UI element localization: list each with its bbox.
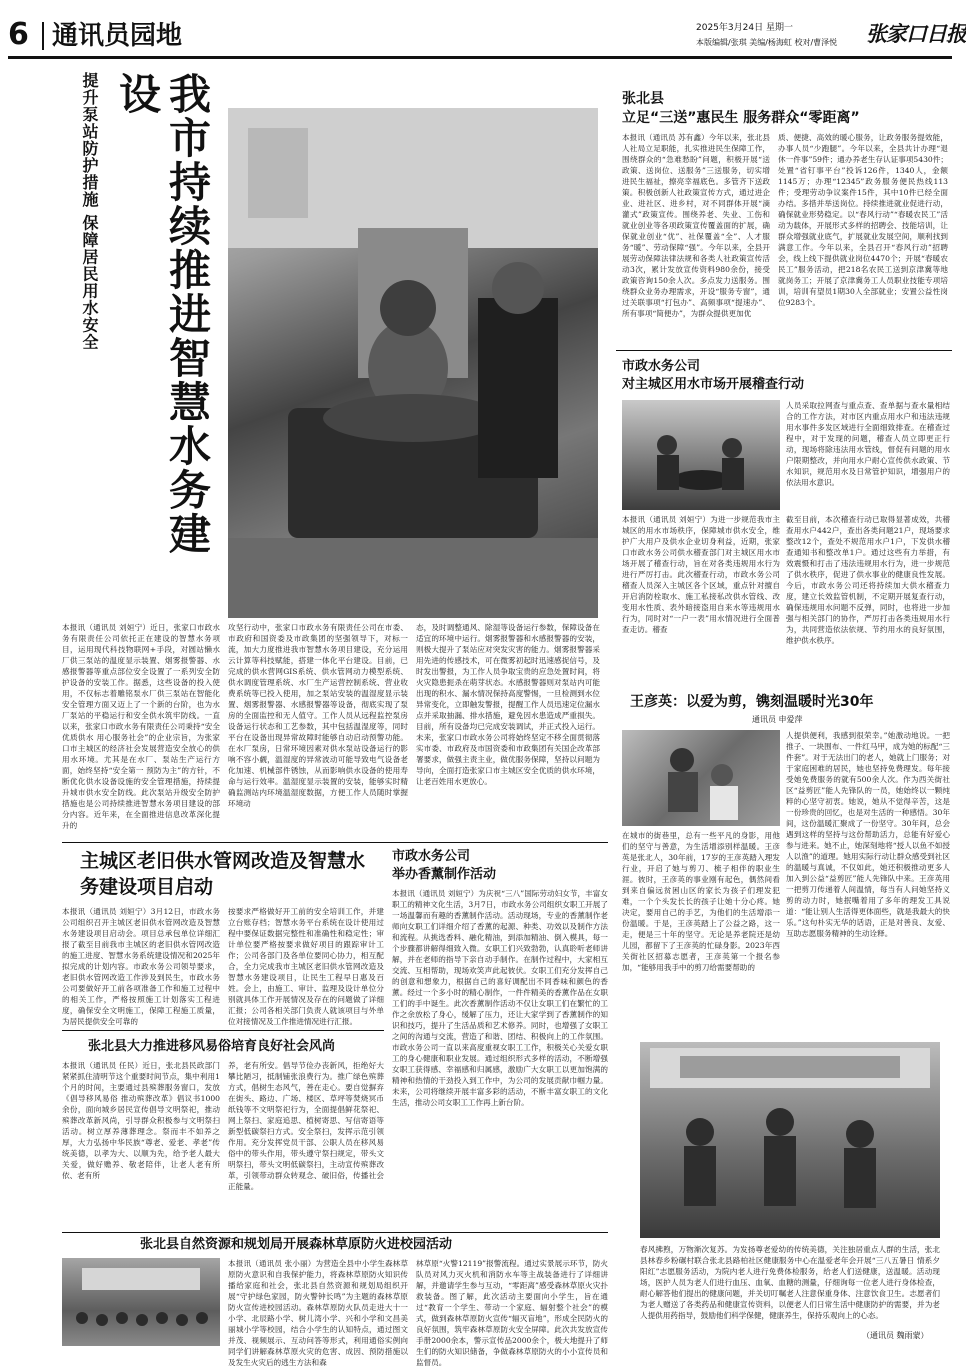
fire-body-col1: 本报讯（通讯员 张小丽）为营造全县中小学生森林草原防火意识和自我保护能力，将森林草原防火知识传播给家庭和社会，张北县自然资源和规划局组织开展“守护绿色家园，防火警钟长鸣”为主题的森林草原防火宣传进校园活动。森林草原防火队员走进大十一小学、北辰路小学、树儿湾小学、兴和小学和文昌美丽城小学等校园，结合小学生的认知特点，通过图文并茂、视频展示、互动问答等形式，利用通俗实例向同学们讲解森林草原火灾的危害、成因、预防措施以及发生火灾后的逃生方法和森 — [228, 1259, 408, 1367]
divider-customs-top — [62, 1030, 384, 1031]
pipeline-body-col2: 按要求严格做好开工前的安全培训工作，并建立台账存档；智慧水务平台系统在设计使用过程中要保证数据完整性和准确性和稳定性；审计单位要严格按要求做好项目的跟踪审计工作；公司各部门及各单位要同心协力，相互配合，全力完成我市主城区老旧供水管网改造及智慧水务建设项目，让民生工程早日惠及百姓。会上，由施工、审计、监理及设计单位分别就具体工作开展情况及存在的问题做了详细汇报；公司各相关部门负责人就该项目与外单位对接情况及工作推进情况进行汇报。 — [228, 907, 384, 1026]
zhangbei-body-col1: 本报讯（通讯员 苏有鑫）今年以来，张北县人社局立足职能，扎实推进民生保障工作，围绕群众的“急难愁盼”问题，积极开展“送政策、送岗位、送服务”三送服务，切实增进民生福祉，擦亮幸福底色。多管齐下送政策。积极创新人社政策宣传方式，通过进企业、进社区、进乡村，对不同群体开展“滴灌式”政策宣传。围绕养老、失业、工伤和就业创业等各项政策宣传覆盖面的扩展，确保就业创业“优”、社保覆盖“全”、人才服务“暖”、劳动保障“强”。今年以来，全县开展劳动保障法律法规和各类人社政策宣传活动3次，累计发放宣传资料980余份，接受政策咨询150余人次。多点发力送服务。围绕群众业务办理需求，开设“服务专窗”，通过关联事项“打包办”、高频事项“提速办”、所有事项“简便办”，为群众提供更加优 — [622, 133, 770, 318]
customs-body-col2: 养，老有所安。倡导节俭办丧新风，拒绝好大攀比陋习，抵制铺张浪费行为。推广绿色殡葬方式，倡树生态风气，善在走心。要自觉摒弃在街头、路边、广场、楼区、草坪等焚烧冥币纸钱等不文明祭祀行为，全面提倡鲜花祭祀、网上祭扫、家庭追思、植树寄思、写信寄语等新型低碳祭扫方式。安全祭扫，发挥示范引领作用。充分发挥党员干部、公职人员在移风易俗中的带头作用，带头遵守祭扫规定，带头文明祭扫，带头文明低碳祭扫，主动宣传殡葬改革，引领带动群众转观念、破旧俗，传播社会正能量。 — [228, 1061, 384, 1191]
seniors-credit: （通讯员 魏雨蒙） — [862, 1331, 929, 1340]
lead-subheadline: 提升泵站防护措施 保障居民用水安全 — [80, 72, 99, 351]
barber-photo-scene — [622, 730, 780, 826]
editors-line: 本版编辑/张琪 美编/杨海虹 校对/曹泽悦 — [696, 38, 838, 47]
inspection-body-right: 截至目前，本次稽查行动已取得显著成效，共稽查用水户442户，查出各类问题21户，现场要求整改12个，查处不规范用水户1户，下发供水稽查通知书和整改单1户。通过这些有力举措，有效震慑和打击了违法违规用水行为，进一步规范了供水秩序，促进了供水事业的健康良性发展。今后，市政水务公司还将持续加大供水稽查力度，建立长效监管机制，不定期开展复查行动，确保违规用水问题不反弹，同时，也将进一步加强与相关部门的协作，严厉打击各类违规用水行为，共同营造依法依规、节约用水的良好氛围，维护供水秩序。 — [786, 515, 950, 645]
lead-body-col3: 态，及时调整通风、除湿等设备运行参数，保障设备在适宜的环境中运行。烟雾报警器和水感报警器的安装，则极大提升了泵站应对突发灾害的能力。烟雾报警器采用先进的传感技术，可在微雾初起时迅速感捉信号，及时发出警报，为工作人员争取宝贵的应急处置时间，将火灾隐患扼杀在萌芽状态。水感报警器则对泵站内可能出现的积水、漏水情况保持高度警惕，一旦检测到水位异常变化，立即触发警报，提醒工作人员迅速定位漏水点并采取抽漏、排水措施，避免因水患造成严重损失。目前，所有设备均已完成安装调试，并正式投入运行。未来，张家口市政水务公司将始终坚定不移全面贯彻落实市委、市政府及市国资委和市政集团有关国企改革部署要求，做强主责主业，做优服务保障，坚持以问题为导向，全面打造张家口市主城区安全优质的供水环境，让老百姓用水更放心。 — [416, 623, 600, 786]
page-number: 6 — [8, 17, 29, 52]
seniors-photo — [640, 1042, 940, 1238]
aroma-headline: 举办香薰制作活动 — [392, 867, 497, 882]
inspection-photo-scene — [622, 400, 780, 510]
masthead-divider-v — [42, 22, 44, 50]
barber-headline: 王彦英：以爱为剪，镌刻温暖时光30年 — [630, 694, 874, 710]
barber-photo — [622, 730, 780, 826]
date-line: 2025年3月24日 星期一 — [696, 23, 793, 33]
masthead-rule — [8, 56, 952, 59]
pipeline-body-col1: 本报讯（通讯员 刘姮宁）3月12日，市政水务公司组织召开主城区老旧供水管网改造及智慧水务建设项目启动会。项目总承包单位详细汇报了截至目前我市主城区的老旧供水管网改造的施工进度、智慧水务系统建设情况和2025年拟完成的计划内容。市政水务公司领导要求，老旧供水管网改造工作涉及到民生，市政水务公司要做好开工前各项准备工作和施工过程中的相关工作，严格按照施工计划落实工程进度，确保安全文明施工，保障工程施工质量，为居民提供安全可靠的 — [62, 907, 220, 1026]
aroma-body: 本报讯（通讯员 刘姮宁）为庆祝“三八”国际劳动妇女节，丰富女职工的精神文化生活，3月7日，市政水务公司组织女职工开展了一场温馨而有趣的香薰制作活动。活动现场，专业的香薰制作老师向女职工们详细介绍了香薰的起源、种类、功效以及制作方法和流程。从挑选香料、融化精油，到添加精油、倒入模具，每一个步骤都讲解得细致入微。女职工们兴致勃勃，认真聆听老师讲解，并在老师的指导下亲自动手制作。在制作过程中，大家相互交流、互相帮助，现场欢笑声此起彼伏。女职工们充分发挥自己的创意和想象力，根据自己的喜好调配出不同香味和颜色的香薰。经过一个多小时的精心制作，一件件精美的香薰作品在女职工们的手中诞生。此次香薰制作活动不仅让女职工们在繁忙的工作之余放松了身心，缓解了压力，还让大家学到了香薰制作的知识和技巧，提升了生活品质和艺术修养。同时，也增强了女职工之间的沟通与交流，营造了和谐、团结、积极向上的工作氛围。市政水务公司一直以来高度重视女职工工作，积极关心关爱女职工的身心健康和职业发展。通过组织形式多样的活动，不断增强女职工获得感、幸福感和归属感，激励广大女职工以更加饱满的精神和热情的干劲投入到工作中，为公司的发展贡献巾帼力量。未来，公司将继续开展丰富多彩的活动，不断丰富女职工的文化生活，推动公司女职工工作再上新台阶。 — [392, 889, 608, 1107]
customs-headline: 张北县大力推进移风易俗培育良好社会风尚 — [88, 1039, 336, 1054]
divider-fire-top — [62, 1232, 608, 1233]
inspection-photo — [622, 400, 780, 510]
zhangbei-body-col2: 质、便捷、高效的暖心服务，让政务服务提效能，办事人员“少跑腿”。今年以来，全县共计办理“退休一件事”59件；通办养老生存认证事项5430件；处置“省钉事平台”投诉126件，1340人，金额1145万；办理“12345”政务服务便民热线113件；受理劳动争议案件15件，其中10件已经全面办结。多措并举送岗位。持续推进就业促进行动，确保就业形势稳定。以“春风行动”“春暖农民工”活动为载体，开展形式多样的招聘会、技能培训，让群众增强就业底气，扩展就业发展空间，顺利找到满意工作。今年以来，全县召开“春风行动”招聘会，线上线下提供就业岗位4470个；开展“春暖农民工”服务活动，把218名农民工送到京津冀等地就岗务工；开展了京津冀务工人员职业技能专项培训，培训有望员1期30人全部就业；安置公益性岗位9283个。 — [778, 133, 948, 307]
lead-body-col2: 攻坚行动中，张家口市政水务有限责任公司在市委、市政府和国资委及市政集团的坚强领导下，对标一流，加大力度推进我市智慧水务项目建设，充分运用云计算等科技赋能，搭建一体化平台建设。目前，已完成的供水营网GIS系统、供水管网动力模型系统、供水调度管理系统、水厂生产运营控制系统、营业收费系统等已投入使用，加之泵站安装的温湿度显示装置、烟雾报警器、水感报警器等设备，彻底实现了泵房的全面监控和无人值守。工作人员从远程监控泵房设备运行状态和工艺参数，其中包括温湿度等，同时平台在设备出现异常故障时能够自动启动预警功能。在水厂泵房，日常环境因素对供水泵站设备运行的影响不容小觑，温湿度的异常波动可能导致电气设备老化加速、机械部件锈蚀，从而影响供水设备的使用寿命与运行效率。温湿度显示装置的安装，能够实时精确监测站内环境温湿度数据，方便工作人员随时掌握环境动 — [228, 623, 408, 808]
zhangbei-headline: 立足“三送”惠民生 服务群众“零距离” — [622, 110, 860, 126]
barber-byline: 通讯员 申爱萍 — [752, 715, 803, 724]
barber-body-left: 在城市的街巷里，总有一些平凡的身影，用他们的坚守与善意，为生活增添别样温暖。王彦英是张北人，30年前，17岁的王彦英踏入理发行业，开启了她与剪刀、梳子相伴的职业生涯。彼时，王彦英的事业刚有起色，偶然间看到来自偏远贫困山区的家长为孩子们理发犯难，一个个头发长长的孩子让她十分心疼。她决定，要用自己的手艺，为他们的生活增添一份温暖。于是，王彦英踏上了公益之路，这一走，便是三十年的坚守。无论是养老院还是幼儿园，都留下了王彦英的忙碌身影。2023年西关街社区招募志愿者，王彦英第一个报名参加，“能够用我手中的剪刀给需要帮助的 — [622, 831, 780, 972]
fire-photo — [62, 1258, 220, 1346]
customs-body-col1: 本报讯（通讯员 任民）近日，张北县民政部门紧紧抓住清明节这个重要时间节点，集中利用1个月的时间，主要通过县殡葬服务窗口，发放《倡导移风易俗 推动殡葬改革》倡议书1000余份，面向城乡居民宣传倡导文明祭祀，推动殡葬改革新风尚，引导群众积极参与文明祭扫活动。树立厚养薄葬理念。祭而丰不如养之厚，大力弘扬中华民族“尊老、爱老、孝老”传统美德，以孝为大、以顺为先，给予老人最大关爱，做好赡养、敬老陪伴，让老人老有所依、老有所 — [62, 1061, 220, 1180]
inspection-body-top: 人员采取拉网查与重点查、查单据与查水量相结合的工作方法，对市区内重点用水户和违法违规用水事件多发区域进行全面细致排查。在稽查过程中，对于发现的问题，稽查人员立即更正行动，现场将除违法用水管线，督促有问题的用水户限期整改，并向用水户耐心宣传供水政策、节水知识，规范用水及日常管护知识，增强用户的依法用水意识。 — [786, 401, 950, 487]
lead-headline: 我市持续推进智慧水务建设 — [113, 72, 212, 556]
zhangbei-place: 张北县 — [622, 91, 664, 107]
lead-body-col1: 本报讯（通讯员 刘姮宁）近日，张家口市政水务有限责任公司依托正在建设的智慧水务项目，运用现代科技物联网+手段，对圆站懒水厂供三泵站的温度显示装置、烟雾报警器、水感报警器等重点部位安全设置了一系列安全防护设备的安装工作。据悉，这些设备的投入使用，不仅标志着雕铭泵水厂供三泵站在智能化安全管理方面又迈上了一个新的台阶，也为水厂泵站的平稳运行和安全供水筑牢防线。一直以来，张家口市政水务有限责任公司秉持“安全优质供水 用心服务社会”的企业宗旨，为张家口市主城区的经济社会发展营造安全放心的供用水环境。尤其是在水厂、泵站生产运行方面，始终坚持“安全第一 预防为主”的方针，不断优化供水设备设施的安全管理措施，持续提升城市供水安全防线。此次泵站升级安全防护措施也是公司持续推进智慧水务项目建设的部分内容。近年来，在全面推进信息改革深化提升的 — [62, 623, 220, 830]
fire-photo-scene — [62, 1258, 220, 1346]
section-title: 通讯员园地 — [52, 21, 183, 51]
seniors-photo-scene — [640, 1042, 940, 1238]
divider-zhangbei-inspection — [616, 350, 952, 351]
barber-body-right: 人提供便利，我感到很荣幸。”她激动地说。一把推子、一块围布、一件红马甲，成为她的标配“三件套”。对于无法出门的老人，她就上门服务；对于家庭困难的居民，她也坚持免费理发。每年接受她免费服务的就有500余人次。作为西关街社区“益剪匠”能人先锋队的一员，她始终以一颗纯粹的心坚守初衷。她说，她从不觉得辛苦，这是一份珍贵的回忆，也是对生活的一种感悟。30年间，这份温暖汇聚成了一份坚守。30年间，总会遇到这样的坚持与这份帮助活力，总能有好爱心参与进来。她不止，她深刻地将“授人以鱼不如授人以渔”的道理。她用实际行动让群众感受到社区的温暖与真诚，不仅如此，她还积极推动更多人加入到公益“益剪匠”能人先锋队中来。王彦英用一把剪刀传递着人间温情，每当有人问她坚持义剪的动力时，她抿嘴着用了多年的理发工具说道：“能让别人生活得更体面些，就是我最大的快乐。”这句朴实无华的话语，正是对善良、友爱、互助志愿服务精神的生动诠释。 — [786, 731, 950, 938]
pipeline-headline: 主城区老旧供水管网改造及智慧水务建设项目启动 — [80, 850, 366, 898]
lead-photo — [228, 108, 598, 618]
fire-headline: 张北县自然资源和规划局开展森林草原防火进校园活动 — [140, 1237, 453, 1252]
inspection-org: 市政水务公司 — [622, 359, 701, 374]
aroma-org: 市政水务公司 — [392, 849, 471, 864]
paper-name-logo: 张家口日报 — [866, 21, 966, 46]
seniors-caption: 春风拂煦，万物渐次复苏。为发扬尊老爱幼的传统美德，关注独居重点人群的生活，张北县林春乡粉碾村联合张北县路柏社区健康服务中心在温爱老年会开展“三八五暑日 情系夕阳红”志愿服务活动，为院内老人进行免费体检服务，给老人们送健康，送温暖。活动现场，医护人员为老人们进行血压、血氧、血糖的测量，仔细询每一位老人进行身体检查，耐心解答他们提出的健康问题，并关切叮嘱老人注意保重身体、注意饮食卫生。志愿者们为老人赠送了各类药品和健康宣传资料，以便老人们日常生活中健康防护的需要，并为老人提供用药指导，鼓励他们科学保健，健康养生，保持乐观向上的心态。 — [640, 1245, 940, 1320]
inspection-body-left: 本报讯（通讯员 刘姮宁）为进一步规范我市主城区的用水市场秩序，保障城市供水安全，维护广大用户及供水企业切身利益，近期，张家口市政水务公司供水稽查部门对主城区用水市场开展了稽查行动，旨在对各类违规用水行为进行严厉打击。此次稽查行动，市政水务公司稽查人员深入主城区各个区域，重点针对擅自开启消防栓取水、施工私接私改供水管线、改变用水性质、表外暗接盗用自来水等违规用水行为，同时对“一户一表”用水情况进行全面普查走访。稽查 — [622, 515, 780, 634]
inspection-headline: 对主城区用水市场开展稽查行动 — [622, 377, 805, 392]
fire-body-col2: 林草原“火警12119”报警流程。通过实景展示环节，防火队员对风力灭火机和消防水车等主战装备进行了详细讲解，并邀请学生参与互动，“零距离”感受森林草原火灾扑救装备。图了解，此次活动主要面向小学生，旨在通过“教育一个学生、带动一个家庭、辐射整个社会”的模式，做到森林草原防火宣传“辐灭盲地”，形成全民防火的良好氛围，筑牢森林草原防火安全屏障。此次共发放宣传手册2000余本，警示宣传品2000余个，极大地提升了师生们的防火知识储备，争做森林草原防火的小小宣传员和监督员。 — [416, 1259, 608, 1367]
divider-lead-bottom — [62, 842, 608, 843]
lead-photo-scene — [228, 108, 598, 618]
